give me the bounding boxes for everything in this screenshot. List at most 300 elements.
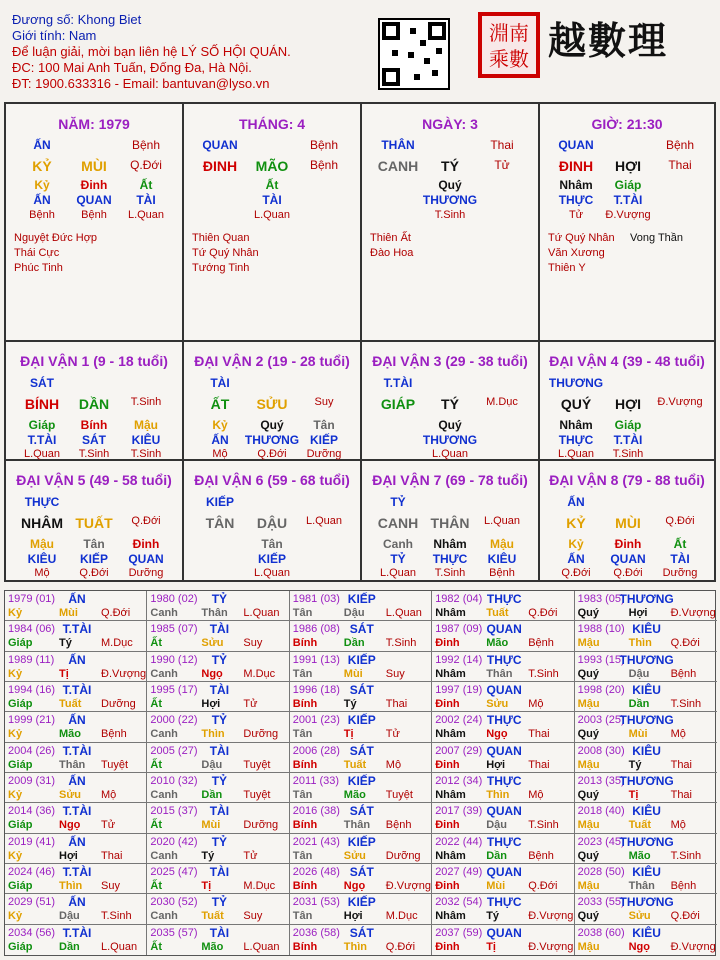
year-stem: Canh	[150, 789, 178, 801]
year-branch: Tị	[201, 880, 212, 892]
dai-van-stem-branch: L.Quan	[483, 515, 521, 527]
year-stem: Đinh	[435, 758, 460, 771]
year-phase: Đ.Vượng	[385, 880, 431, 892]
year-stem: Nhâm	[435, 789, 466, 801]
hidden-phase: L.Quan	[127, 209, 165, 221]
year-cell	[5, 803, 147, 833]
year-phase: Đ.Vượng	[528, 940, 574, 953]
year-stem: Tân	[292, 728, 313, 741]
year-branch: Dần	[201, 789, 223, 801]
year-cell	[147, 834, 289, 864]
year-stem: Ất	[150, 819, 162, 832]
dai-van-top: KIẾP	[205, 495, 235, 509]
year-cell	[432, 652, 574, 682]
hidden-phase: Q.Đới	[79, 567, 109, 579]
year-branch: Tuất	[486, 607, 509, 619]
year-god: KIẾP	[347, 895, 376, 910]
year-phase: Bệnh	[528, 637, 554, 650]
star-label: Thái Cực	[14, 247, 60, 259]
pillar-stem-branch: KỶ	[32, 158, 52, 174]
hidden-phase: Mộ	[212, 448, 228, 460]
dai-van-stem-branch: Q.Đới	[131, 515, 161, 527]
year-phase: Tử	[385, 728, 400, 741]
year-god: KIẾP	[347, 834, 376, 849]
dai-van-stem-branch: ẤT	[210, 396, 230, 412]
hidden-phase: Mộ	[34, 567, 50, 579]
year-cell	[432, 712, 574, 742]
year-label: 2007 (29)	[435, 744, 483, 757]
year-god: ẤN	[68, 895, 86, 910]
year-label: 2026 (48)	[292, 866, 340, 878]
year-god: THỰC	[486, 713, 522, 728]
year-god: THƯƠNG	[619, 834, 674, 849]
star-label: Đào Hoa	[370, 247, 414, 259]
year-stem: Tân	[292, 667, 313, 680]
pillar-stem-branch: Bệnh	[309, 158, 339, 172]
year-label: 2030 (52)	[150, 896, 198, 909]
year-god: KIÊU	[632, 743, 661, 758]
year-phase: Q.Đới	[528, 607, 558, 619]
hidden-phase: L.Quan	[23, 448, 61, 460]
year-label: 2031 (53)	[292, 896, 340, 909]
year-branch: Tuất	[343, 758, 367, 771]
pillar-top: ẤN	[33, 138, 51, 152]
pillar-top: QUAN	[558, 138, 594, 152]
year-label: 2000 (22)	[150, 714, 198, 727]
year-branch: Thìn	[628, 637, 652, 650]
dai-van-cell	[6, 461, 184, 582]
year-phase: Suy	[385, 667, 405, 680]
year-cell	[147, 773, 289, 803]
year-god: ẤN	[68, 652, 86, 667]
year-branch: Thân	[343, 819, 371, 832]
hidden-god: ẤN	[211, 433, 229, 447]
year-label: 2011 (33)	[292, 775, 340, 787]
pillar-cell	[540, 104, 714, 342]
year-cell	[290, 591, 432, 621]
dai-van-cell	[184, 342, 362, 461]
year-god: TỶ	[211, 592, 228, 606]
year-stem: Bính	[292, 819, 318, 832]
hidden-god: KIÊU	[487, 552, 517, 566]
year-stem: Đinh	[435, 940, 460, 953]
hidden-god: KIẾP	[79, 552, 109, 566]
star-label: Nguyệt Đức Hợp	[14, 232, 98, 244]
year-stem: Kỷ	[8, 910, 23, 923]
dai-van-top: SÁT	[30, 376, 54, 390]
year-label: 2006 (28)	[292, 744, 340, 757]
year-label: 2014 (36)	[8, 805, 56, 818]
hidden-god: QUAN	[610, 552, 646, 566]
year-branch: Tuất	[628, 819, 651, 832]
year-label: 2002 (24)	[435, 714, 483, 727]
hidden-phase: Đ.Vượng	[605, 209, 651, 221]
year-stem: Bính	[292, 940, 318, 953]
year-phase: Bệnh	[528, 849, 554, 862]
hidden-god: T.TÀI	[613, 193, 643, 207]
year-cell	[147, 864, 289, 894]
dai-van-stem-branch: HỢI	[615, 396, 641, 412]
year-branch: Hợi	[59, 849, 78, 862]
dai-van-top: TỶ	[390, 495, 406, 509]
year-god: TÀI	[209, 804, 230, 819]
pillar-top: THÂN	[381, 138, 415, 152]
year-branch: Hợi	[628, 607, 648, 619]
hidden-god: THỰC	[432, 552, 468, 566]
year-branch: Dậu	[486, 819, 507, 832]
hidden-phase: Bệnh	[29, 209, 55, 221]
year-branch: Tị	[59, 667, 69, 680]
year-label: 2008 (30)	[577, 744, 625, 757]
year-stem: Nhâm	[435, 728, 466, 741]
year-branch: Thìn	[486, 789, 510, 801]
year-branch: Tý	[201, 849, 215, 862]
year-label: 2003 (25)	[577, 714, 625, 727]
year-cell	[147, 743, 289, 773]
year-god: TỶ	[211, 713, 228, 728]
pillar-stem-branch: ĐINH	[202, 158, 238, 174]
year-god: SÁT	[349, 925, 374, 940]
year-branch: Mão	[486, 637, 509, 650]
hidden-god: TÀI	[670, 552, 690, 566]
year-god: SÁT	[349, 683, 374, 697]
pillar-stem-branch: MÃO	[255, 158, 289, 174]
year-cell	[290, 712, 432, 742]
hidden-stem: Canh	[383, 537, 413, 551]
year-cell	[432, 743, 574, 773]
year-stem: Giáp	[8, 940, 33, 953]
year-phase: M.Dục	[243, 667, 276, 680]
year-branch: Thân	[486, 667, 513, 680]
year-god: THỰC	[486, 834, 522, 849]
year-cell	[5, 834, 147, 864]
year-god: T.TÀI	[62, 743, 92, 758]
year-cell	[5, 652, 147, 682]
dai-van-cell	[184, 461, 362, 582]
year-label: 2028 (50)	[577, 866, 625, 878]
hidden-stem: Tân	[313, 418, 335, 432]
year-god: SÁT	[349, 743, 374, 758]
pillar-stem-branch: HỢI	[615, 158, 641, 174]
pillar-cell	[362, 104, 540, 342]
year-label: 2025 (47)	[150, 866, 198, 878]
year-label: 2020 (42)	[150, 835, 198, 848]
year-cell	[575, 834, 717, 864]
hidden-god: QUAN	[76, 193, 112, 207]
year-stem: Quý	[577, 728, 599, 741]
year-phase: T.Sinh	[528, 819, 559, 832]
year-label: 2010 (32)	[150, 775, 198, 787]
year-god: TỶ	[211, 774, 228, 788]
year-branch: Dậu	[343, 607, 365, 619]
hidden-god: TÀI	[262, 193, 282, 207]
year-stem: Tân	[292, 910, 313, 923]
year-branch: Dậu	[59, 910, 80, 923]
year-cell	[575, 773, 717, 803]
year-cell	[5, 712, 147, 742]
dai-van-stem-branch: QUÝ	[560, 396, 592, 412]
dai-van-title: ĐẠI VẬN 8 (79 - 88 tuổi)	[549, 472, 705, 488]
year-cell	[5, 682, 147, 712]
year-phase: Tuyệt	[243, 789, 271, 801]
year-god: TỶ	[211, 895, 228, 910]
year-phase: Tuyệt	[243, 758, 271, 771]
pillar-stem-branch: MÙI	[81, 158, 107, 174]
year-label: 1985 (07)	[150, 623, 198, 636]
dai-van-stem-branch: SỬU	[256, 396, 288, 412]
year-phase: Thai	[670, 758, 692, 771]
hidden-god: THỰC	[558, 433, 594, 447]
dai-van-stem-branch: THÂN	[430, 515, 470, 531]
dai-van-stem-branch: Đ.Vượng	[657, 396, 703, 408]
year-phase: Suy	[243, 910, 263, 923]
hidden-god: T.TÀI	[613, 433, 643, 447]
hidden-stem: Nhâm	[559, 418, 593, 432]
star-label: Thiên Y	[548, 262, 586, 274]
dai-van-cell	[362, 342, 540, 461]
star-label: Thiên Ất	[370, 232, 411, 244]
pillar-title: THÁNG: 4	[238, 116, 306, 132]
year-label: 2013 (35)	[577, 775, 625, 787]
year-label: 2033 (55)	[577, 896, 625, 909]
duong-so: Đương số: Khong Biet	[12, 12, 142, 27]
year-label: 1980 (02)	[150, 593, 198, 605]
year-cell	[432, 773, 574, 803]
year-phase: M.Dục	[385, 910, 418, 923]
year-god: KIẾP	[347, 774, 376, 788]
dai-van-title: ĐẠI VẬN 3 (29 - 38 tuổi)	[372, 353, 528, 369]
year-cell	[575, 803, 717, 833]
year-cell	[432, 591, 574, 621]
brand-logo: 越數理	[548, 18, 669, 63]
year-stem: Mậu	[577, 637, 600, 650]
year-god: ẤN	[68, 774, 86, 788]
year-stem: Kỷ	[8, 667, 23, 680]
year-branch: Dậu	[201, 758, 223, 771]
year-god: THƯƠNG	[619, 895, 674, 910]
year-phase: Suy	[101, 880, 120, 892]
year-branch: Mùi	[486, 880, 506, 892]
hidden-phase: L.Quan	[253, 209, 291, 221]
hidden-stem: Giáp	[614, 418, 642, 432]
year-phase: Tuyệt	[101, 758, 129, 771]
dai-van-top: THƯƠNG	[548, 376, 604, 390]
hidden-stem: Mậu	[490, 537, 514, 551]
year-cell	[290, 652, 432, 682]
dai-van-stem-branch: NHÂM	[21, 515, 63, 531]
year-label: 1979 (01)	[8, 593, 56, 605]
year-stem: Canh	[150, 849, 178, 862]
year-god: QUAN	[486, 683, 522, 697]
year-god: QUAN	[486, 865, 522, 879]
year-branch: Thân	[201, 607, 228, 619]
year-stem: Bính	[292, 758, 318, 771]
year-phase: Bệnh	[101, 728, 127, 741]
year-cell	[290, 743, 432, 773]
year-god: THỰC	[486, 895, 522, 910]
hidden-phase: T.Sinh	[130, 448, 162, 460]
year-branch: Tý	[59, 637, 72, 650]
year-cell	[147, 712, 289, 742]
year-branch: Dần	[343, 637, 365, 650]
year-cell	[5, 773, 147, 803]
hidden-stem: Quý	[260, 418, 284, 432]
hidden-stem: Quý	[438, 178, 462, 192]
year-label: 2004 (26)	[8, 744, 56, 757]
dai-van-stem-branch: L.Quan	[305, 515, 343, 527]
year-branch: Tý	[343, 698, 357, 710]
year-phase: Tử	[243, 698, 258, 710]
hidden-phase: Q.Đới	[613, 567, 643, 579]
hidden-stem: Đinh	[614, 537, 642, 551]
dai-van-stem-branch: T.Sinh	[130, 396, 162, 408]
year-cell	[432, 864, 574, 894]
hidden-phase: L.Quan	[379, 567, 417, 579]
year-label: 2022 (44)	[435, 835, 483, 848]
year-label: 1995 (17)	[150, 684, 198, 696]
year-stem: Ất	[150, 940, 162, 953]
year-cell	[432, 894, 574, 924]
year-phase: Q.Đới	[385, 940, 416, 953]
year-god: THƯƠNG	[619, 592, 674, 606]
year-label: 1987 (09)	[435, 623, 483, 636]
year-stem: Giáp	[8, 637, 33, 650]
year-label: 2019 (41)	[8, 835, 56, 848]
year-cell	[290, 864, 432, 894]
year-branch: Sửu	[486, 698, 509, 710]
year-phase: Mộ	[670, 728, 686, 741]
year-god: THƯƠNG	[619, 774, 674, 788]
year-label: 2015 (37)	[150, 805, 198, 818]
year-god: QUAN	[486, 804, 522, 819]
year-label: 1982 (04)	[435, 593, 483, 605]
year-stem: Mậu	[577, 758, 600, 771]
year-cell	[147, 621, 289, 651]
year-phase: Thai	[528, 758, 550, 771]
year-cell	[575, 591, 717, 621]
year-label: 1984 (06)	[8, 623, 56, 636]
year-god: SÁT	[349, 865, 374, 879]
year-phase: Đ.Vượng	[528, 910, 574, 923]
hidden-stem: Kỷ	[568, 537, 584, 551]
year-label: 2032 (54)	[435, 896, 483, 909]
year-phase: T.Sinh	[101, 910, 132, 923]
year-branch: Mùi	[628, 728, 648, 741]
hidden-god: KIÊU	[27, 552, 57, 566]
year-stem: Nhâm	[435, 910, 466, 923]
gioi-tinh: Giới tính: Nam	[12, 28, 97, 43]
year-label: 1997 (19)	[435, 684, 483, 696]
year-branch: Sửu	[201, 637, 224, 650]
year-phase: L.Quan	[243, 607, 280, 619]
dai-van-stem-branch: TÝ	[441, 396, 459, 412]
year-branch: Thìn	[59, 880, 83, 892]
year-god: T.TÀI	[62, 865, 92, 879]
year-cell	[575, 743, 717, 773]
year-stem: Tân	[292, 849, 313, 862]
year-phase: L.Quan	[385, 607, 422, 619]
year-label: 2001 (23)	[292, 714, 340, 727]
hidden-god: THƯƠNG	[244, 433, 300, 447]
year-branch: Mùi	[343, 667, 363, 680]
dai-van-top: TÀI	[210, 376, 230, 390]
year-branch: Tý	[628, 758, 642, 771]
year-phase: T.Sinh	[385, 637, 417, 650]
year-phase: Dưỡng	[243, 728, 279, 741]
year-stem: Quý	[577, 849, 599, 862]
dai-van-stem-branch: Q.Đới	[665, 515, 695, 527]
year-stem: Quý	[577, 667, 599, 680]
year-stem: Nhâm	[435, 607, 466, 619]
year-phase: Suy	[243, 637, 263, 650]
pillar-stem-branch: CANH	[377, 158, 419, 174]
year-cell	[575, 894, 717, 924]
year-god: T.TÀI	[62, 622, 92, 637]
hidden-stem: Kỷ	[34, 178, 50, 192]
year-stem: Kỷ	[8, 789, 23, 801]
pillar-top: Bệnh	[131, 138, 161, 152]
year-branch: Ngọ	[201, 667, 223, 680]
year-phase: Thai	[101, 849, 123, 862]
year-phase: M.Dục	[243, 880, 276, 892]
year-phase: Bệnh	[385, 819, 412, 832]
year-label: 1988 (10)	[577, 623, 625, 636]
year-stem: Tân	[292, 607, 313, 619]
year-phase: Tử	[243, 849, 258, 862]
hidden-god: TỶ	[390, 552, 406, 566]
year-god: SÁT	[349, 804, 374, 819]
year-branch: Mão	[343, 789, 366, 801]
year-god: T.TÀI	[62, 683, 92, 697]
year-label: 1998 (20)	[577, 684, 625, 696]
year-stem: Đinh	[435, 698, 460, 710]
year-god: KIÊU	[632, 865, 661, 879]
year-cell	[290, 682, 432, 712]
year-phase: L.Quan	[101, 940, 138, 953]
year-god: KIÊU	[632, 683, 661, 697]
year-cell	[432, 834, 574, 864]
year-branch: Dậu	[628, 667, 650, 680]
dai-van-top: T.TÀI	[383, 376, 413, 390]
hidden-phase: Q.Đới	[561, 567, 591, 579]
year-cell	[432, 621, 574, 651]
hidden-stem: Mậu	[134, 418, 158, 432]
hidden-stem: Tân	[83, 537, 105, 551]
year-label: 1991 (13)	[292, 653, 340, 666]
year-branch: Thìn	[343, 940, 368, 953]
year-cell	[290, 773, 432, 803]
dai-van-top: ẤN	[567, 495, 585, 509]
contact-line-2: ĐC: 100 Mai Anh Tuấn, Đống Đa, Hà Nội.	[12, 60, 252, 75]
pillar-top: QUAN	[202, 138, 238, 152]
year-label: 2027 (49)	[435, 866, 483, 878]
year-stem: Nhâm	[435, 667, 466, 680]
year-label: 2018 (40)	[577, 805, 625, 818]
year-label: 1999 (21)	[8, 714, 56, 727]
hidden-stem: Nhâm	[559, 178, 593, 192]
star-label: Tướng Tinh	[192, 262, 250, 274]
year-phase: T.Sinh	[528, 667, 559, 680]
year-god: QUAN	[486, 743, 522, 758]
year-god: KIẾP	[347, 713, 376, 728]
year-branch: Hợi	[343, 910, 363, 923]
year-branch: Sửu	[59, 789, 82, 801]
year-phase: Đ.Vượng	[670, 607, 716, 619]
year-cell	[5, 621, 147, 651]
year-branch: Thân	[628, 880, 655, 892]
pillar-top: Bệnh	[665, 138, 695, 152]
year-god: SÁT	[349, 622, 374, 637]
